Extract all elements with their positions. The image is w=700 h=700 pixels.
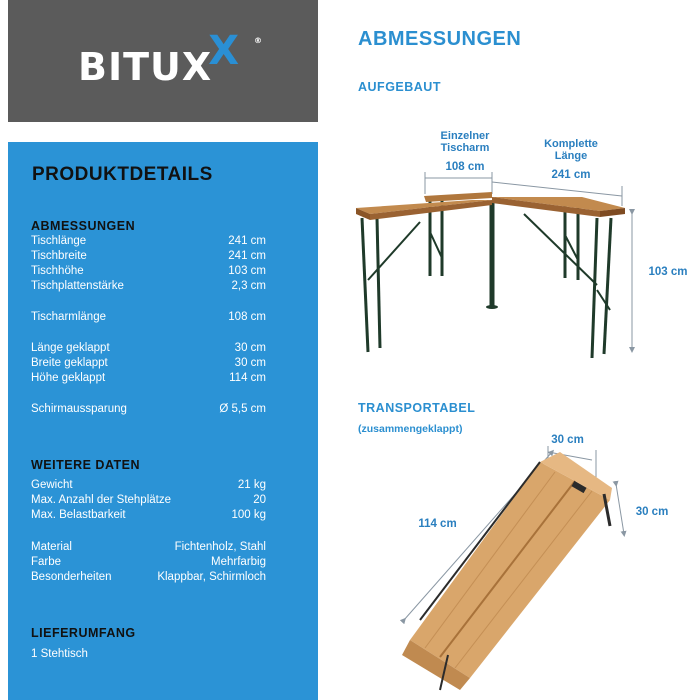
section-title-lieferumfang: LIEFERUMFANG <box>31 626 136 640</box>
spec-row: Tischplattenstärke 2,3 cm <box>31 280 266 292</box>
height-dimension-value: 103 cm <box>648 266 688 278</box>
spec-row: Max. Belastbarkeit 100 kg <box>31 509 266 521</box>
spec-row: Tischarmlänge 108 cm <box>31 311 266 323</box>
panel-title: PRODUKTDETAILS <box>32 164 213 185</box>
folded-top-dimension: 30 cm <box>551 434 584 446</box>
folded-side-dimension: 30 cm <box>635 506 669 518</box>
logo-x: X <box>208 28 241 74</box>
spec-row: 1 Stehtisch <box>31 648 88 660</box>
spec-row: Material Fichtenholz, Stahl <box>31 541 266 553</box>
spec-row: Gewicht 21 kg <box>31 479 266 491</box>
dimensions-heading: ABMESSUNGEN <box>358 28 522 50</box>
spec-row: Farbe Mehrfarbig <box>31 556 266 568</box>
spec-row: Besonderheiten Klappbar, Schirmloch <box>31 571 266 583</box>
section-title-abmessungen: ABMESSUNGEN <box>31 219 136 233</box>
spec-row: Schirmaussparung Ø 5,5 cm <box>31 403 266 415</box>
built-label: AUFGEBAUT <box>358 80 441 94</box>
length-dimension-label: Komplette Länge <box>544 138 598 162</box>
transport-sublabel: (zusammengeklappt) <box>358 423 463 435</box>
spec-row: Tischbreite 241 cm <box>31 250 266 262</box>
folded-table-image <box>402 446 624 690</box>
arm-dimension-value: 108 cm <box>445 161 485 173</box>
spec-row: Länge geklappt 30 cm <box>31 342 266 354</box>
logo-text: BITUX <box>78 45 213 89</box>
arm-dimension-label: Einzelner Tischarm <box>440 130 490 154</box>
standing-table-image <box>356 172 632 358</box>
section-title-weitere: WEITERE DATEN <box>31 458 141 472</box>
spec-row: Breite geklappt 30 cm <box>31 357 266 369</box>
spec-row: Max. Anzahl der Stehplätze 20 <box>31 494 266 506</box>
spec-row: Tischhöhe 103 cm <box>31 265 266 277</box>
transport-label: TRANSPORTABEL <box>358 401 476 415</box>
folded-length-dimension: 114 cm <box>418 518 457 530</box>
spec-row: Tischlänge 241 cm <box>31 235 266 247</box>
length-dimension-value: 241 cm <box>551 169 591 181</box>
registered-mark: ® <box>254 36 263 45</box>
spec-row: Höhe geklappt 114 cm <box>31 372 266 384</box>
